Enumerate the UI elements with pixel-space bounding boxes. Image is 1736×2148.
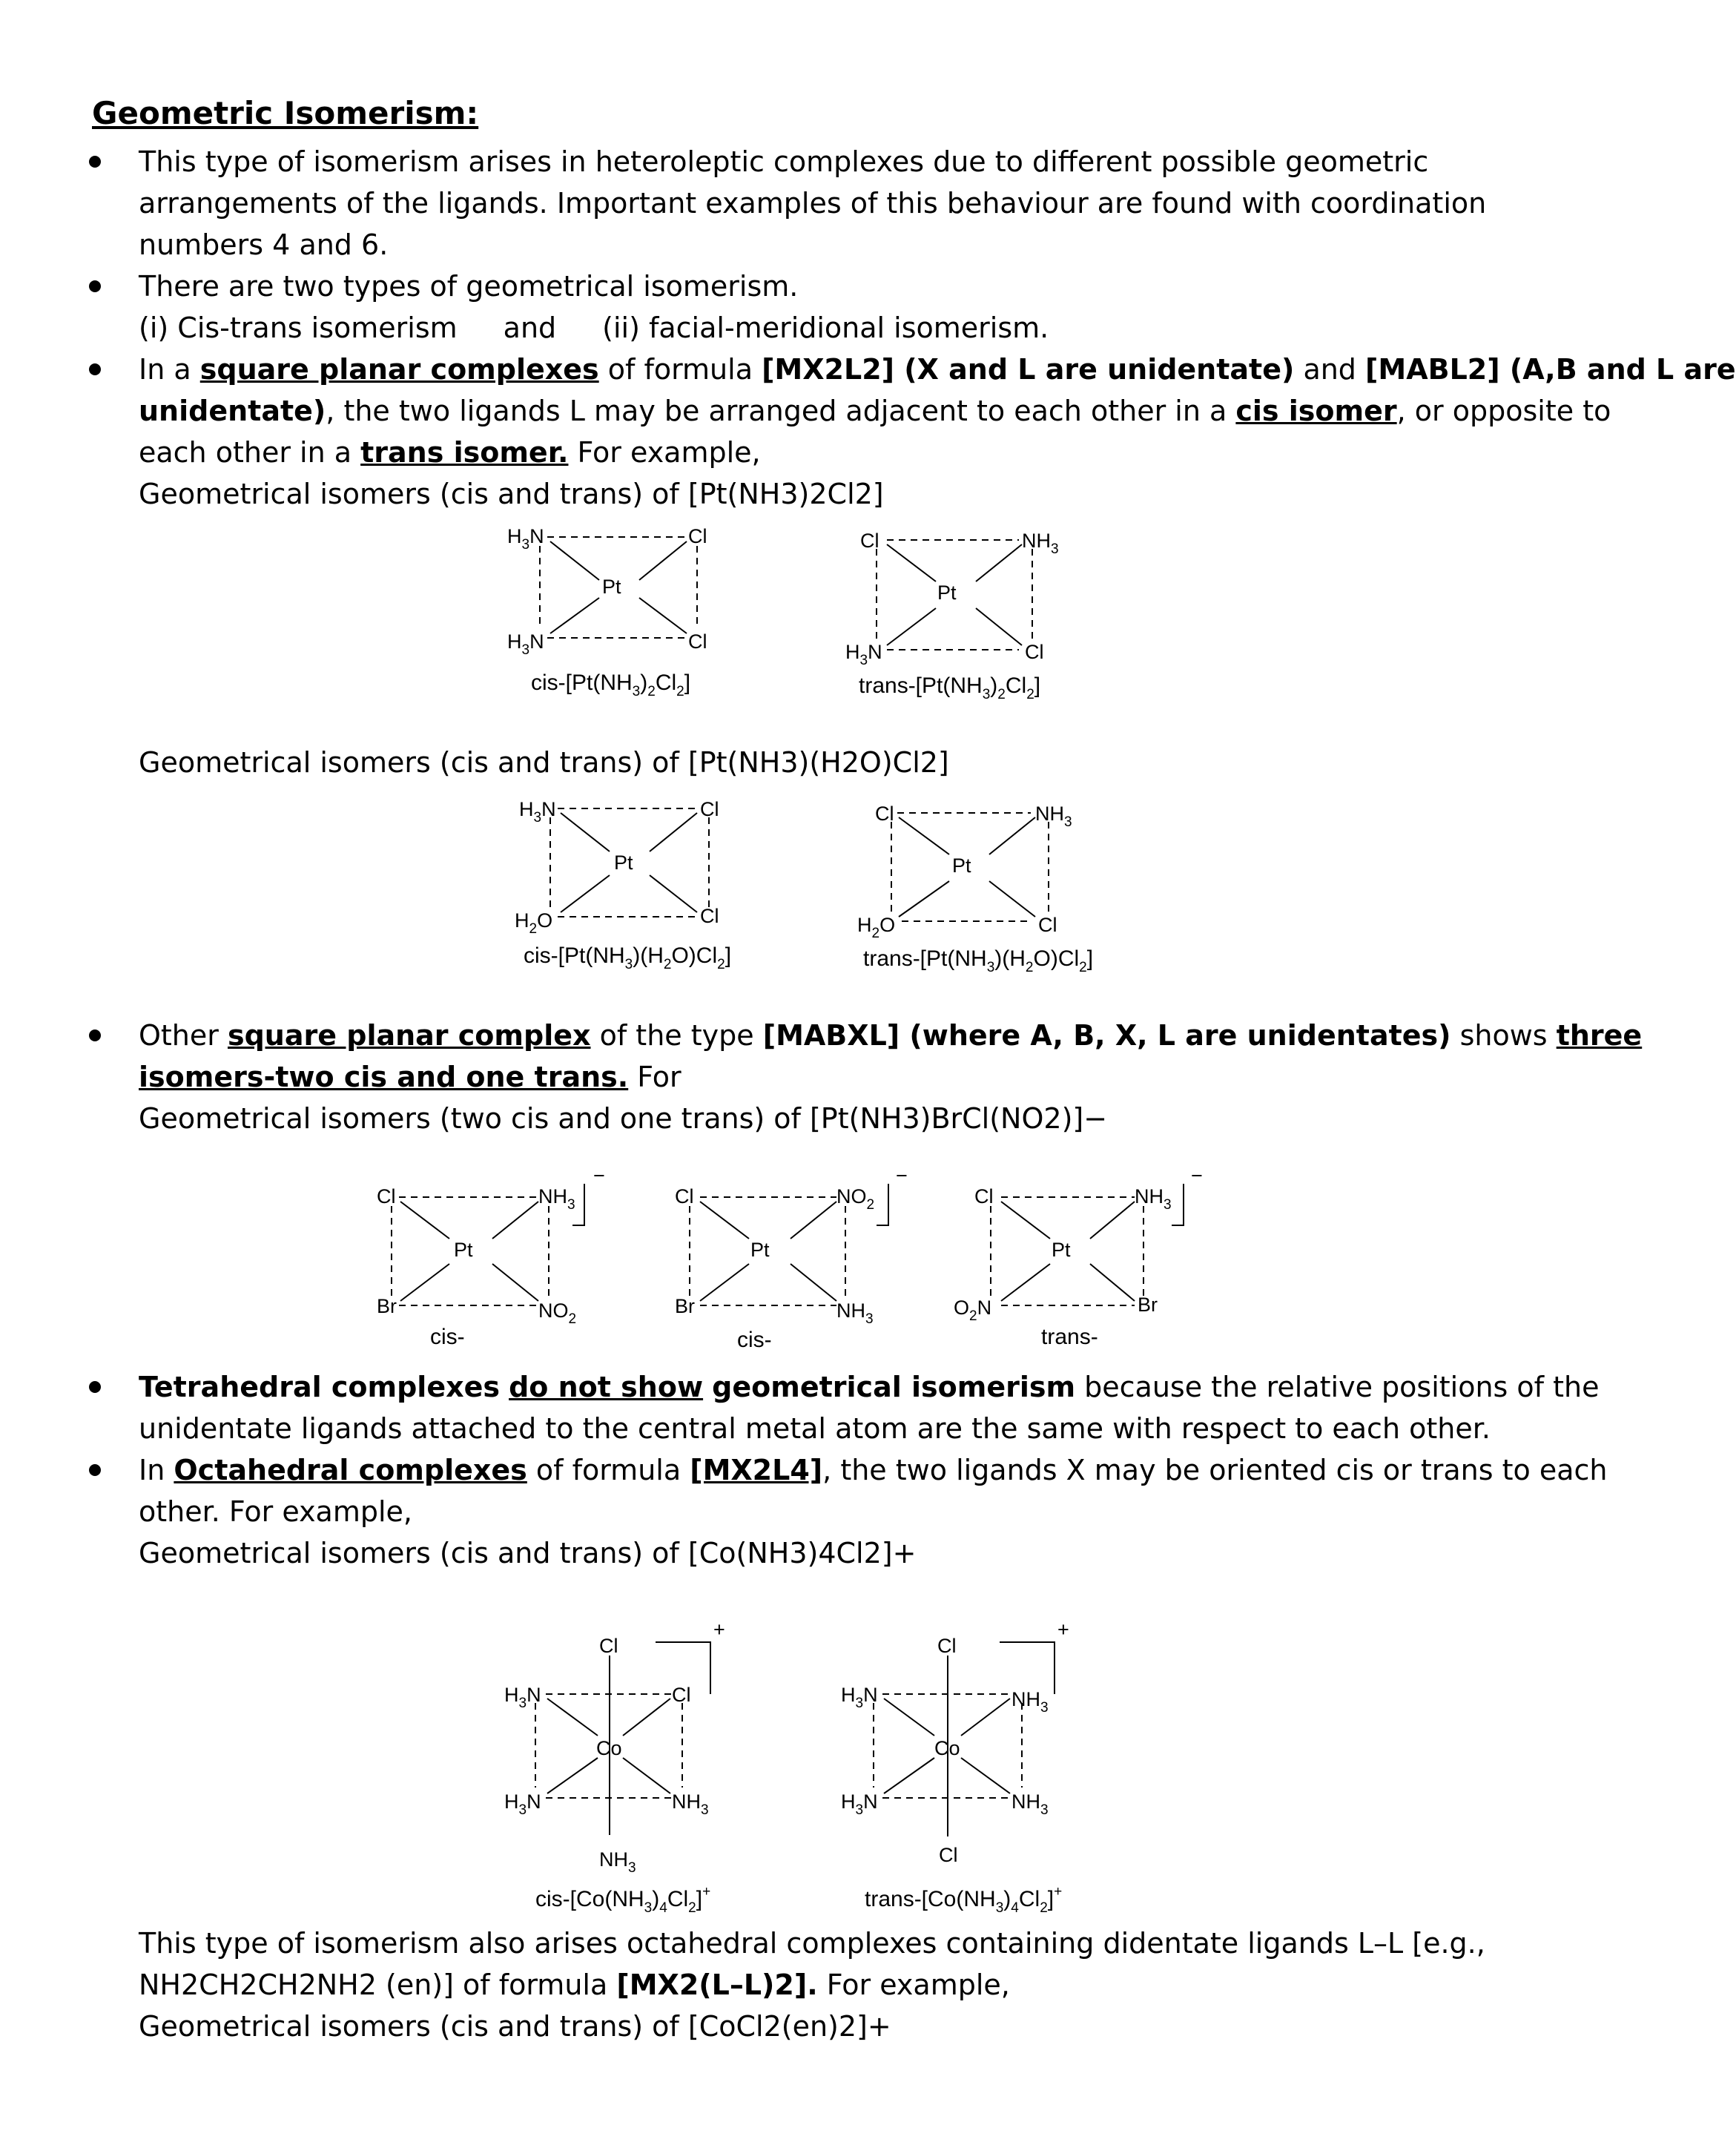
formula: [MX2(L–L)2]. [616,1969,818,2001]
text: , the two ligands L may be arranged adjacent to each other in a [326,395,1236,427]
bullet-dot [89,1381,101,1393]
square-planar-term: square planar complex [227,1019,591,1052]
ligand-h3n: $H_3N$ [504,1684,541,1711]
charge-minus: − [896,1164,908,1187]
section-heading: Geometric Isomerism: [92,95,479,131]
ligand-nh3: $NH_3$ [1035,803,1072,830]
structure-mabxl-isomer-2 [675,1164,908,1352]
ligand-cl: Cl [688,630,707,653]
bullet1-line1: This type of isomerism arises in heteroleptic complexes due to different possible geometric [139,145,1429,178]
ligand-cl: Cl [700,905,719,927]
text: In a [139,353,200,386]
ligand-nh3: $NH_3$ [836,1299,874,1327]
text: For [628,1061,681,1093]
ligand-cl: Cl [377,1185,396,1208]
caption-co-nh3-4-cl2: Geometrical isomers (cis and trans) of [Co(NH3)4Cl2]+ [139,1537,917,1569]
atom-pt: Pt [750,1239,770,1261]
atom-pt: Pt [952,854,971,877]
atom-pt: Pt [614,851,633,874]
atom-pt: Pt [602,576,621,598]
ligand-cl: Cl [974,1185,994,1208]
ligand-cl: Cl [700,798,719,820]
text: shows [1450,1019,1557,1052]
cis-label: cis-$[Pt(NH_3)_2Cl_2]$ [531,671,691,699]
structure-mabxl-isomer-3 [954,1164,1203,1349]
structure-trans-co-nh3-4-cl2 [841,1618,1069,1916]
tetrahedral-term: Tetrahedral complexes [139,1371,500,1403]
square-planar-term: square planar complexes [199,353,599,386]
atom-co: Co [934,1737,960,1759]
trans-label: trans-$[Pt(NH_3)_2Cl_2]$ [859,673,1041,702]
ligand-nh3: $NH_3$ [1011,1688,1049,1716]
ligand-o2n: $O_2N$ [954,1297,992,1324]
ligand-cl: Cl [939,1844,958,1866]
final-line3: Geometrical isomers (cis and trans) of [CoCl2(en)2]+ [139,2010,891,2043]
ligand-nh3: $NH_3$ [1022,530,1059,557]
isomers-term: isomers-two cis and one trans. [139,1061,629,1093]
ligand-h3n: $H_3N$ [519,798,556,826]
trans-label: trans-$[Co(NH_3)_4Cl_2]^+$ [865,1884,1063,1916]
isomerism-type-1: (i) Cis-trans isomerism [139,312,458,344]
ligand-cl: Cl [672,1684,691,1706]
geometrical-isomerism-term: geometrical isomerism [712,1371,1076,1403]
cis-label: cis-$[Pt(NH_3)(H_2O)Cl_2]$ [524,943,732,972]
ligand-br: Br [675,1295,695,1317]
ligand-cl: Cl [937,1635,957,1657]
caption-mabxl: Geometrical isomers (two cis and one trans) of [Pt(NH3)BrCl(NO2)]− [139,1102,1108,1135]
text: , the two ligands X may be oriented cis or trans to each [822,1454,1608,1486]
ligand-cl: Cl [688,525,707,547]
final-line1: This type of isomerism also arises octahedral complexes containing didentate ligands L–L [e.g., [139,1927,1485,1960]
ligand-h3n: $H_3N$ [841,1684,878,1711]
bullet6-line1 [139,1449,1608,1491]
formula: [MX2L2] (X and L are unidentate) [762,353,1295,386]
caption-pt-nh3-h2o-cl2: Geometrical isomers (cis and trans) of [Pt(NH3)(H2O)Cl2] [139,746,949,779]
structure-trans-pt-nh3-2-cl2 [845,530,1059,702]
charge-plus: + [1057,1618,1069,1641]
ligand-nh3: $NH_3$ [538,1185,575,1213]
ligand-h3n: $H_3N$ [504,1790,541,1818]
isomerism-type-2: (ii) facial-meridional isomerism. [602,312,1049,344]
ligand-cl: Cl [1038,914,1057,936]
formula: [MX2L4] [690,1454,823,1486]
atom-pt: Pt [454,1239,473,1261]
ligand-h2o: $H_2O$ [857,914,896,941]
text: NH2CH2CH2NH2 (en)] of formula [139,1969,617,2001]
bullet2-line1: There are two types of geometrical isomerism. [139,270,799,303]
cis-label: cis-$[Co(NH_3)_4Cl_2]^+$ [535,1884,711,1916]
formula: [MABL2] (A,B and L are [1365,353,1736,386]
isomer-label-3: trans- [1041,1325,1098,1349]
atom-co: Co [596,1737,622,1759]
ligand-br: Br [1138,1294,1158,1316]
cis-isomer-term: cis isomer [1235,395,1397,427]
isomer-label-2: cis- [737,1328,772,1352]
ligand-cl: Cl [860,530,879,552]
bullet6-line2: other. For example, [139,1495,412,1528]
ligand-no2: $NO_2$ [538,1299,577,1327]
ligand-cl: Cl [599,1635,618,1657]
do-not-show-term: do not show [509,1371,704,1403]
structure-cis-co-nh3-4-cl2 [504,1618,725,1916]
charge-minus: − [1191,1164,1203,1187]
structure-trans-pt-nh3-h2o-cl2 [857,803,1093,975]
ligand-h3n: $H_3N$ [507,525,544,553]
bullet-dot [89,1029,101,1041]
bullet4-line1 [139,1015,1642,1056]
ligand-cl: Cl [675,1185,694,1208]
and-word: and [503,312,557,344]
trans-isomer-term: trans isomer. [360,436,569,469]
ligand-nh3: $NH_3$ [1011,1790,1049,1818]
ligand-h3n: $H_3N$ [841,1790,878,1818]
structure-cis-pt-nh3-2-cl2 [507,525,707,699]
text: Other [139,1019,228,1052]
isomer-label-1: cis- [430,1325,465,1349]
bullet1-line3: numbers 4 and 6. [139,228,389,261]
three-term: three [1556,1019,1643,1052]
charge-minus: − [593,1164,605,1187]
trans-label: trans-$[Pt(NH_3)(H_2O)Cl_2]$ [863,946,1094,975]
ligand-h3n: $H_3N$ [845,641,882,668]
ligand-br: Br [377,1295,397,1317]
text: For example, [568,436,761,469]
bullet5-line1 [139,1366,1600,1408]
text: of the type [590,1019,763,1052]
bullet4-line2 [139,1056,681,1098]
ligand-nh3: $NH_3$ [672,1790,709,1818]
text: each other in a [139,436,361,469]
atom-pt: Pt [1052,1239,1071,1261]
text: For example, [817,1969,1010,2001]
ligand-no2: $NO_2$ [836,1185,875,1213]
ligand-h3n: $H_3N$ [507,630,544,658]
text: In [139,1454,174,1486]
text: because the relative positions of the [1075,1371,1600,1403]
ligand-nh3: $NH_3$ [1135,1185,1172,1213]
structure-cis-pt-nh3-h2o-cl2 [515,798,731,972]
formula: [MABXL] (where A, B, X, L are unidentates) [762,1019,1451,1052]
caption-pt-nh3-2-cl2: Geometrical isomers (cis and trans) of [Pt(NH3)2Cl2] [139,478,884,510]
octahedral-term: Octahedral complexes [174,1454,527,1486]
text: of formula [527,1454,690,1486]
ligand-cl: Cl [875,803,894,825]
atom-pt: Pt [937,582,957,604]
bullet-dot [89,1464,101,1476]
formula: unidentate) [139,395,326,427]
bullet5-line2: unidentate ligands attached to the central metal atom are the same with respect to each other. [139,1412,1491,1445]
final-line2 [139,1964,1010,2006]
ligand-h2o: $H_2O$ [515,909,553,937]
text: of formula [598,353,762,386]
ligand-cl: Cl [1025,641,1044,663]
ligand-nh3: $NH_3$ [599,1848,636,1876]
text: and [1294,353,1366,386]
bullet1-line2: arrangements of the ligands. Important examples of this behaviour are found with coordination [139,187,1487,220]
charge-plus: + [713,1618,725,1641]
text: , or opposite to [1396,395,1611,427]
structure-mabxl-isomer-1 [377,1164,605,1349]
